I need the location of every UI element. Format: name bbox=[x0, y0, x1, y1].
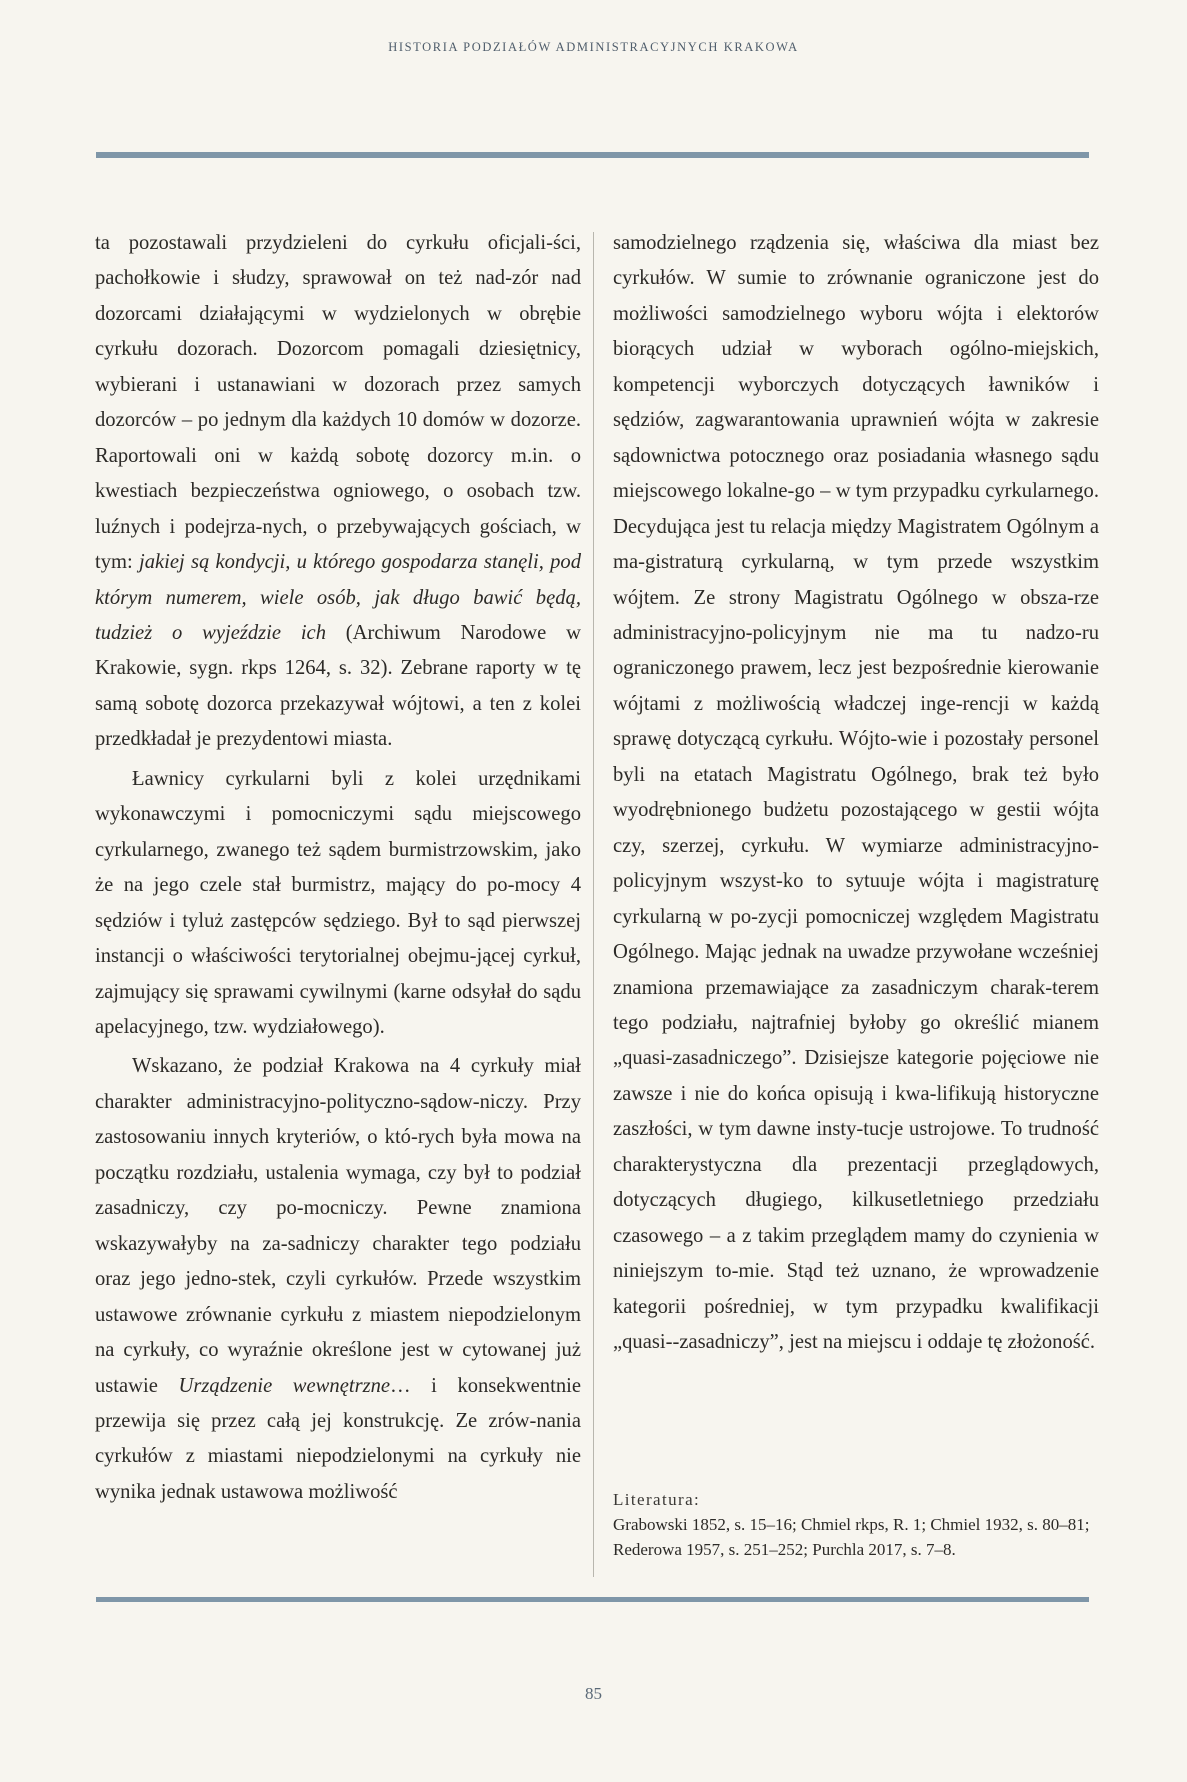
right-column bbox=[613, 226, 1099, 1361]
bottom-rule bbox=[96, 1597, 1089, 1602]
left-p1-italic-quote: jakiej są kondycji, u którego gospodarza stanęli, pod którym numerem, wiele osób, jak długo bawić będą, tudzież o wyjeździe ich bbox=[95, 551, 581, 644]
left-p3-text-a: Wskazano, że podział Krakowa na 4 cyrkuły miał charakter administracyjno-polityczno-sądow-niczy. Przy zastosowaniu innych kryteriów, o któ-rych była mowa na początku rozdziału, ustalenia wymaga, czy był to podział zasadniczy, czy po-mocniczy. Pewne znamiona wskazywałyby na za-sadniczy charakter tego podziału oraz jego jedno-stek, czyli cyrkułów. Przede wszystkim ustawowe zrównanie cyrkułu z miastem niepodzielonym na cyrkuły, co wyraźnie określone jest w cytowanej już ustawie bbox=[95, 1055, 581, 1397]
literature-label: Literatura: bbox=[613, 1490, 701, 1509]
left-p1-text-b: (Archiwum Narodowe w Krakowie, sygn. rkps 1264, s. 32). Zebrane raporty w tę samą sobotę dozorca przekazywał wójtowi, a ten z kolei przedkładał je prezydentowi miasta. bbox=[95, 621, 581, 751]
right-paragraph-1: samodzielnego rządzenia się, właściwa dla miast bez cyrkułów. W sumie to zrównanie ograniczone jest do możliwości samodzielnego wyboru wójta i elektorów biorących udział w wyborach ogólno-miejskich, kompetencji wyborczych dotyczących ławników i sędziów, zagwarantowania uprawnień wójta w zakresie sądownictwa potocznego oraz posiadania własnego sądu miejscowego lokalne-go – w tym przypadku cyrkularnego. Decydująca jest tu relacja między Magistratem Ogólnym a ma-gistraturą cyrkularną, w tym przede wszystkim wójtem. Ze strony Magistratu Ogólnego w obsza-rze administracyjno-policyjnym nie ma tu nadzo-ru ograniczonego prawem, lecz jest bezpośrednie kierowanie wójtami z możliwością władczej inge-rencji w każdą sprawę dotyczącą cyrkułu. Wójto-wie i pozostały personel byli na etatach Magistratu Ogólnego, brak też było wyodrębnionego budżetu pozostającego w gestii wójta czy, szerzej, cyrkułu. W wymiarze administracyjno-policyjnym wszyst-ko to sytuuje wójta i magistraturę cyrkularną w po-zycji pomocniczej względem Magistratu Ogólnego. Mając jednak na uwadze przywołane wcześniej znamiona przemawiające za zasadniczym charak-terem tego podziału, najtrafniej byłoby go określić mianem „quasi-zasadniczego”. Dzisiejsze kategorie pojęciowe nie zawsze i nie do końca opisują i kwa-lifikują historyczne zaszłości, w tym dawne insty-tucje ustrojowe. To trudność charakterystyczna dla prezentacji przeglądowych, dotyczących długiego, kilkusetletniego przedziału czasowego – a z takim przeglądem mamy do czynienia w niniejszym to-mie. Stąd też uznano, że wprowadzenie kategorii pośredniej, w tym przypadku kwalifikacji „quasi--zasadniczy”, jest na miejscu i oddaje tę złożoność. bbox=[613, 232, 1099, 1354]
left-p1-text-a: ta pozostawali przydzieleni do cyrkułu oficjali-ści, pachołkowie i słudzy, sprawował on też nad-zór nad dozorcami działającymi w wydzielonych w obrębie cyrkułu dozorach. Dozorcom pomagali dziesiętnicy, wybierani i ustanawiani w dozorach przez samych dozorców – po jednym dla każdych 10 domów w dozorze. Raportowali oni w każdą sobotę dozorcy m.in. o kwestiach bezpieczeństwa ogniowego, o osobach tzw. luźnych i podejrza-nych, o przebywających gościach, w tym: bbox=[95, 232, 581, 574]
left-p3-italic-title: Urządzenie wewnętrzne bbox=[178, 1374, 391, 1397]
left-column bbox=[95, 226, 581, 1510]
literature-text: Grabowski 1852, s. 15–16; Chmiel rkps, R. 1; Chmiel 1932, s. 80–81; Rederowa 1957, s. 251–252; Purchla 2017, s. 7–8. bbox=[613, 1515, 1090, 1559]
left-paragraph-2: Ławnicy cyrkularni byli z kolei urzędnikami wykonawczymi i pomocniczymi sądu miejscowego cyrkularnego, zwanego też sądem burmistrzowskim, jako że na jego czele stał burmistrz, mający do po-mocy 4 sędziów i tyluż zastępców sędziego. Był to sąd pierwszej instancji o właściwości terytorialnej obejmu-jącej cyrkuł, zajmujący się sprawami cywilnymi (karne odsyłał do sądu apelacyjnego, tzw. wydziałowego). bbox=[95, 767, 581, 1038]
column-divider bbox=[593, 232, 594, 1577]
left-p3-text-b: … i konsekwentnie przewija się przez całą jej konstrukcję. Ze zrów-nania cyrkułów z miastami niepodzielonymi na cyrkuły nie wynika jednak ustawowa możliwość bbox=[95, 1374, 581, 1503]
left-paragraph-3 bbox=[95, 1049, 581, 1510]
top-rule bbox=[96, 152, 1089, 158]
page-number: 85 bbox=[585, 1684, 602, 1703]
running-head: HISTORIA PODZIAŁÓW ADMINISTRACYJNYCH KRAKOWA bbox=[388, 40, 799, 54]
left-paragraph-1 bbox=[95, 226, 581, 758]
literature-section bbox=[613, 1487, 1099, 1562]
